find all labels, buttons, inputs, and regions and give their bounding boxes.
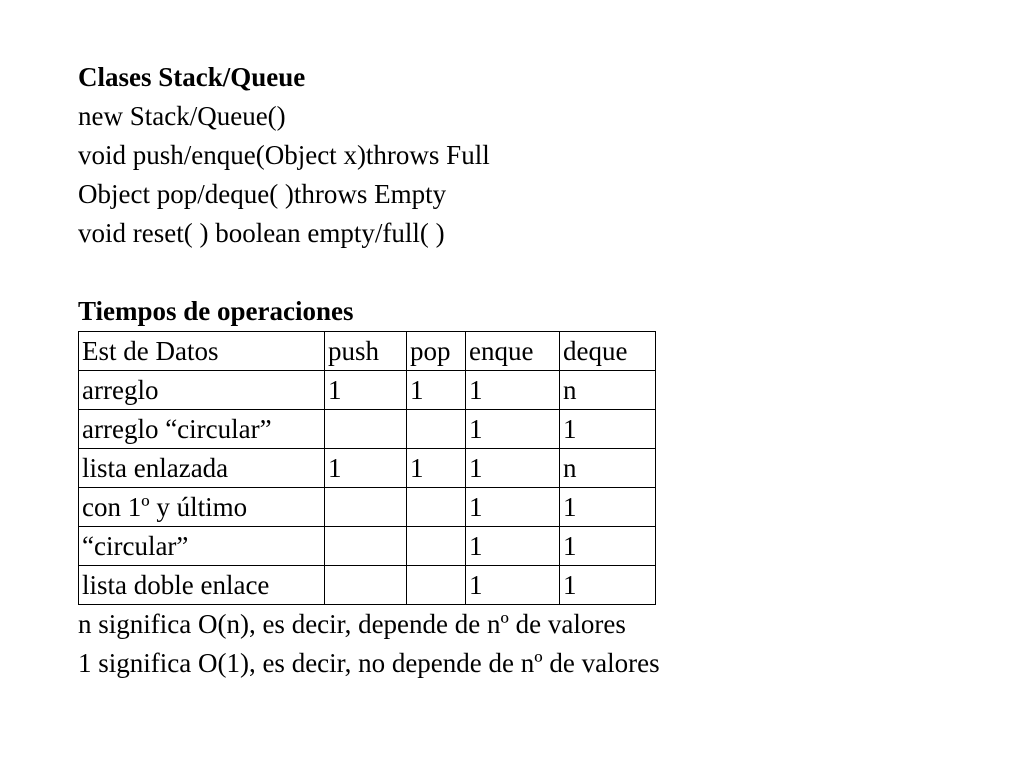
table-cell xyxy=(407,410,466,449)
table-cell: 1 xyxy=(407,449,466,488)
operations-table xyxy=(78,331,656,605)
header-cell: push xyxy=(325,332,407,371)
table-cell: 1 xyxy=(560,488,656,527)
table-row xyxy=(79,566,656,605)
header-cell: enque xyxy=(466,332,560,371)
header-cell: Est de Datos xyxy=(79,332,325,371)
api-line-pop: Object pop/deque( )throws Empty xyxy=(78,179,447,209)
heading-classes: Clases Stack/Queue xyxy=(78,62,306,92)
table-cell: arreglo “circular” xyxy=(79,410,325,449)
table-row xyxy=(79,449,656,488)
table-row xyxy=(79,527,656,566)
table-cell: 1 xyxy=(407,371,466,410)
table-cell: n xyxy=(560,371,656,410)
header-cell: pop xyxy=(407,332,466,371)
header-cell: deque xyxy=(560,332,656,371)
table-cell xyxy=(407,566,466,605)
table-cell: lista enlazada xyxy=(79,449,325,488)
table-cell: “circular” xyxy=(79,527,325,566)
table-cell: 1 xyxy=(466,566,560,605)
api-line-push: void push/enque(Object x)throws Full xyxy=(78,140,490,170)
table-cell: arreglo xyxy=(79,371,325,410)
table-cell: n xyxy=(560,449,656,488)
table-cell xyxy=(325,527,407,566)
table-cell xyxy=(325,410,407,449)
table-cell: 1 xyxy=(325,371,407,410)
table-cell: lista doble enlace xyxy=(79,566,325,605)
table-cell: con 1º y último xyxy=(79,488,325,527)
table-cell xyxy=(325,566,407,605)
table-cell xyxy=(407,527,466,566)
table-row xyxy=(79,410,656,449)
table-cell xyxy=(407,488,466,527)
table-cell: 1 xyxy=(325,449,407,488)
table-cell: 1 xyxy=(560,527,656,566)
table-cell: 1 xyxy=(466,527,560,566)
table-cell xyxy=(325,488,407,527)
note-on: n significa O(n), es decir, depende de nº de valores xyxy=(78,609,626,639)
api-line-constructor: new Stack/Queue() xyxy=(78,101,286,131)
table-cell: 1 xyxy=(560,566,656,605)
api-line-reset: void reset( ) boolean empty/full( ) xyxy=(78,218,445,248)
table-cell: 1 xyxy=(466,488,560,527)
table-cell: 1 xyxy=(560,410,656,449)
spacer xyxy=(78,253,978,292)
slide-content xyxy=(78,58,978,683)
table-header-row xyxy=(79,332,656,371)
table-row xyxy=(79,488,656,527)
heading-times: Tiempos de operaciones xyxy=(78,296,354,326)
note-o1: 1 significa O(1), es decir, no depende de nº de valores xyxy=(78,648,660,678)
table-cell: 1 xyxy=(466,371,560,410)
table-cell: 1 xyxy=(466,449,560,488)
table-cell: 1 xyxy=(466,410,560,449)
table-row xyxy=(79,371,656,410)
